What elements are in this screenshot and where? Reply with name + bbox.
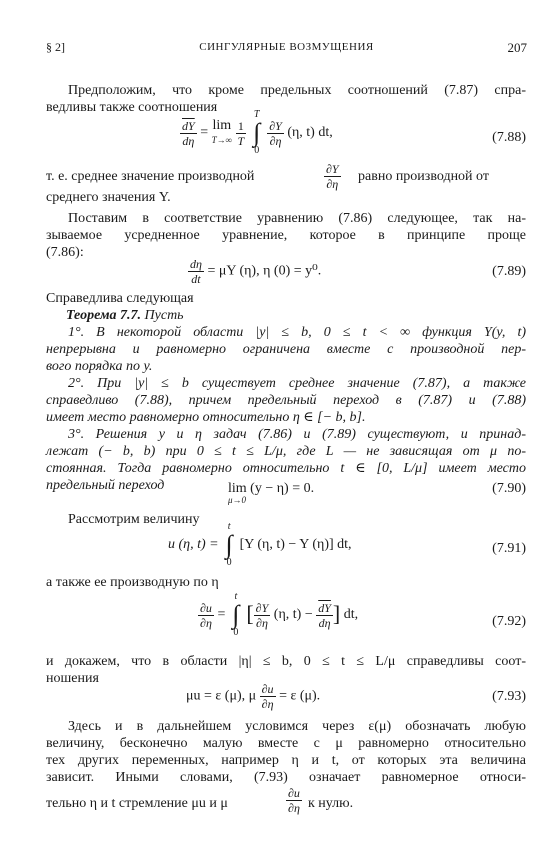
equation-number: (7.92) — [492, 614, 526, 629]
text-line: зависит. Иными словами, (7.93) означает равномерное относи- — [46, 770, 526, 785]
page-number: 207 — [507, 40, 527, 55]
text-line: имеет место равномерно относительно η ∈ [− b, b]. — [46, 410, 366, 425]
text-line: Рассмотрим величину — [68, 512, 200, 527]
running-title: СИНГУЛЯРНЫЕ ВОЗМУЩЕНИЯ — [199, 41, 374, 53]
text-line: зываемое усредненное уравнение, которое в принципе проще — [46, 228, 526, 243]
integral-sign: T ∫ 0 — [253, 109, 261, 156]
equation-7-92: $\frac{\partial u}{\partial\eta}$ = t ∫ 0 [ $\frac{\partial Y}{\partial\eta}$ (η, t) − $\frac{\overline{dY}}{d\eta}$ ] dt, — [200, 591, 359, 638]
text-line: тельно η и t стремление μu и μ — [46, 796, 228, 811]
section-number: § 2] — [46, 40, 65, 54]
text-line: 1°. В некоторой области |y| ≤ b, 0 ≤ t < ∞ функция Y(y, t) — [68, 325, 526, 340]
text-line: ведливы также соотношения — [46, 100, 218, 115]
equation-number: (7.91) — [492, 541, 526, 556]
inline-fraction: $\frac{\partial Y}{\partial\eta}$ — [326, 162, 339, 191]
equation-number: (7.89) — [492, 264, 526, 279]
text-line: среднего значения Y. — [46, 190, 171, 205]
text-line: к нулю. — [308, 796, 354, 811]
text-line: вого порядка по y. — [46, 359, 153, 374]
equation-7-88: $\frac{\overline{dY}}{d\eta}$ = lim T→∞ $\frac{1}{T}$ T ∫ 0 $\frac{\partial Y}{\partial\eta}$ (η, t) dt, — [182, 109, 333, 156]
text-line: 2°. При |y| ≤ b существует среднее значение (7.87), а также — [68, 376, 526, 391]
text-line: Здесь и в дальнейшем условимся через ε(μ) обозначать любую — [68, 719, 526, 734]
text-line: Предположим, что кроме предельных соотношений (7.87) спра- — [68, 83, 526, 98]
fraction: $\frac{\overline{dY}}{d\eta}$ — [182, 118, 195, 148]
text-line: равно производной от — [358, 169, 489, 184]
equation-number: (7.88) — [492, 130, 526, 145]
text-line: Поставим в соответствие уравнению (7.86) следующее, так на- — [68, 211, 526, 226]
equation-7-89: $\frac{d\eta}{dt}$ = μY (η), η (0) = y⁰. — [190, 257, 322, 286]
text-line: Справедлива следующая — [46, 291, 194, 306]
text-line: 3°. Решения y и η задач (7.86) и (7.89) существуют, и принад- — [68, 427, 526, 442]
text-line: лежат (− b, b) при 0 ≤ t ≤ L/μ, где L — не зависящая от μ по- — [46, 444, 526, 459]
inline-fraction: $\frac{\partial u}{\partial\eta}$ — [288, 786, 300, 815]
equation-7-93: μu = ε (μ), μ $\frac{\partial u}{\partial\eta}$ = ε (μ). — [186, 682, 321, 711]
equation-7-90: lim (y − η) = 0. μ→0 — [228, 481, 315, 505]
text-line: т. е. среднее значение производной — [46, 169, 255, 184]
text-line: предельный переход — [46, 478, 165, 493]
text-line: а также ее производную по η — [46, 575, 219, 590]
equation-number: (7.93) — [492, 689, 526, 704]
text-line: ношения — [46, 671, 99, 686]
text-line: тех других переменных, например η и t, от которых эта величина — [46, 753, 526, 768]
text-line: и докажем, что в области |η| ≤ b, 0 ≤ t ≤ L/μ справедливы соот- — [46, 654, 526, 669]
equation-number: (7.90) — [492, 481, 526, 496]
equation-7-91: u (η, t) = t ∫ 0 [Y (η, t) − Y (η)] dt, — [168, 521, 352, 568]
text-line: непрерывна и равномерно ограничена вместе с производной пер- — [46, 342, 526, 357]
text-line: справедливо (7.88), причем предельный переход в (7.87) и (7.88) — [46, 393, 526, 408]
text-line: (7.86): — [46, 245, 84, 260]
theorem-title: Теорема 7.7. Пусть — [66, 308, 184, 323]
text-line: величину, бесконечно малую вместе с μ равномерно относительно — [46, 736, 526, 751]
running-header — [46, 40, 527, 58]
text-line: стоянная. Тогда равномерно относительно t ∈ [0, L/μ] имеет место — [46, 461, 526, 476]
